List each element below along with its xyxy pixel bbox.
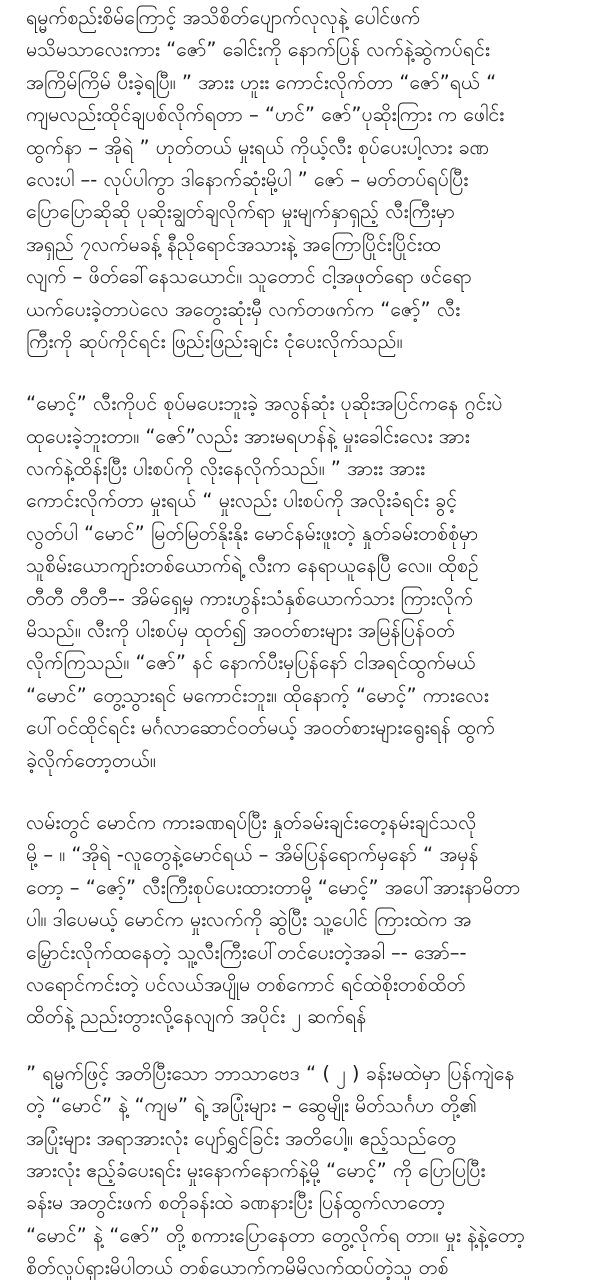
paragraph-1 [26,2,596,358]
text-line: “မောင့်” လီးကိုပင် စုပ်မပေးဘူးခဲ့ အလွန်ဆုံး ပုဆိုးအပြင်ကနေ ဂွင်းပဲ [26,392,503,416]
text-line: လိုက်ကြသည်။ “ဇော်” နင် နောက်ပီးမှပြန်နော် ငါအရင်ထွက်မယ် [26,651,476,675]
text-line: အပြုံးများ အရာအားလုံး ပျော်ရွှင်ခြင်း အတိပေါ့။ ဧည့်သည်တွေ [26,1126,457,1150]
paragraph-spacer [26,358,596,388]
text-line: လေးပါ –- လုပ်ပါကွာ ဒါနောက်ဆုံးမို့ပါ ” ဇော် – မတ်တပ်ရပ်ပြီး [26,167,469,191]
text-line: ရမ္မက်စည်းစိမ်ကြောင့် အသိစိတ်ပျောက်လုလုနဲ့ ပေါင်ဖက် [26,6,421,29]
text-line: ထုပေးခဲ့ဘူးတာ။ “ဇော်”လည်း အားမရဟန်နဲ့ မှုးခေါင်းလေး အား [26,424,470,448]
text-line: လမ်းတွင် မောင်က ကားခဏရပ်ပြီး နှုတ်ခမ်းချင်းတေ့နမ်းချင်သလို [26,810,477,834]
paragraph-2 [26,388,596,777]
text-line: တဲ့ “မောင်” နဲ့ “ကျမ” ရဲ့ အပြုံးများ – ဆွေမျိုး မိတ်သင်္ဂဟ တို့၏ [26,1094,477,1118]
text-line: ကောင်းလိုက်တာ မှုးရယ် “ မှုးလည်း ပါးစပ်ကို အလိုးခံရင်း ခွင့် [26,489,457,513]
text-line: ကျမလည်းထိုင်ချပစ်လိုက်ရတာ – “ဟင်” ဇော်”ပုဆိုးကြား က ဖေါင်း [26,103,505,127]
text-line: “မောင်” တွေ့သွားရင် မကောင်းဘူး။ ထိုနောက့် “မောင့်” ကားလေး [26,683,489,707]
text-line: ပေါ်ဝင်ထိုင်ရင်း မင်္ဂလာဆောင်ဝတ်မယ့် အဝတ်စားများရွေးရန် ထွက် [26,716,495,740]
text-line: တီတီ တီတီ–- အိမ်ရှေ့မှ ကားဟွန်းသံနှစ်ယောက်သား ကြားလိုက် [26,586,474,610]
text-line: မသိမသာလေးကား “ဇော်” ခေါင်းကို နောက်ပြန် လက်နဲ့ဆွဲကပ်ရင်း [26,38,490,62]
text-line: ခဲ့လိုက်တော့တယ်။ [26,748,156,772]
text-line: အရှည် ၇လက်မခန့် နီညိုရောင်အသားနဲ့ အကြောပြိုင်းပြိုင်းထ [26,232,441,256]
text-line: တော့ – “ဇော့်” လီးကြီးစုပ်ပေးထားတာမို့ “မောင့်” အပေါ်အားနာမိတာ [26,875,521,899]
text-line: ယက်ပေးခဲ့တာပဲလေ အတွေးဆုံးမှီ လက်တဖက်က “ဇော့်” လီး [26,297,461,321]
text-line: အကြိမ်ကြိမ် ပီးခဲ့ရပြီ။ ” အားး ဟူးး ကောင်းလိုက်တာ “ဇော်”ရယ် “ [26,70,497,94]
text-line: မြှောင်းလိုက်ထနေတဲ့ သူ့လီးကြီးပေါ်တင်ပေးတဲ့အခါ –- အော်–- [26,940,467,964]
paragraph-spacer [26,1034,596,1058]
text-line: ခန်းမ အတွင်းဖက် စတိုခန်းထဲ ခဏနားပြီး ပြန်ထွက်လာတော့ [26,1191,445,1215]
text-line: သူစိမ်းယောကျာ်းတစ်ယောက်ရဲ့ လီးက နေရာယူနေပြီ လေ။ ထိုစဉ် [26,554,479,578]
text-line: လရောင်ကင်းတဲ့ ပင်လယ်အပျိုမ တစ်ကောင် ရင်ထဲစိုးတစ်ထိတ် [26,972,466,996]
text-line: ပြောပြောဆိုဆို ပုဆိုးချွတ်ချလိုက်ရာ မှုးမျက်နှာရှည့် လီးကြီးမှာ [26,200,455,224]
text-line: “မောင်” နဲ့ “ဇော်” တို့ စကားပြောနေတာ တွေ့လိုက်ရ တာ။ မှုး နဲ့နဲ့တော့ [26,1223,525,1247]
text-line: ထိတ်နဲ့ ညည်းတွားလို့နေလျက် အပိုင်း ၂ ဆက်ရန် [26,1005,367,1029]
text-line: ” ရမ္မက်ဖြင့် အတိပြီးသော ဘာသာဗေဒ “ ( ၂ ) ခန်းမထဲမှာ ပြန်ကျဲနေ [26,1061,515,1085]
text-line: မိသည်။ လီးကို ပါးစပ်မှ ထုတ်၍ အဝတ်စားများ အမြန်ပြန်ဝတ် [26,619,455,643]
text-line: လွတ်ပါ “မောင်” မြတ်မြတ်နိုးနိုး မောင်နမ်းဖူးတဲ့ နှုတ်ခမ်းတစ်စုံမှာ [26,521,479,545]
text-line: လက်နဲ့ထိန်းပြီး ပါးစပ်ကို လိုးနေလိုက်သည်။ ” အားး အားး [26,457,425,481]
text-line: ပါ။ ဒါပေမယ့် မောင်က မှုးလက်ကို ဆွဲပြီး သူ့ပေါင် ကြားထဲက အ [26,908,472,932]
text-line: မို့ – ။ “အိုရဲ -လူတွေနဲ့မောင်ရယ် – အိမ်ပြန်ရောက်မှနော် “ အမှန် [26,843,479,867]
text-line: စိတ်လှုပ်ရှားမိပါတယ် တစ်ယောက်ကမိမိလက်ထပ်တဲ့သူ တစ် [26,1256,449,1280]
paragraph-4 [26,1058,596,1280]
text-line: ကြီးကို ဆုပ်ကိုင်ရင်း ဖြည်းဖြည်းချင်း ငုံပေးလိုက်သည်။ [26,329,403,353]
paragraph-3 [26,807,596,1034]
text-line: ထွက်နာ – အိုရဲ ” ဟုတ်တယ် မှုးရယ် ကိုယ့်လီး စုပ်ပေးပါ့လား ခဏ [26,135,490,159]
paragraph-spacer [26,777,596,807]
text-line: လျက် – ဖိတ်ခေါ်နေသယောင်။ သူတောင် ငါ့အဖုတ်ရော ဖင်ရော [26,265,472,289]
text-line: အားလုံး ဧည့်ခံပေးရင်း မှုးနောက်နောက်နဲ့မို့ “မောင့်” ကို ပြောပြပြီး [26,1158,486,1182]
article-body [26,2,596,1280]
